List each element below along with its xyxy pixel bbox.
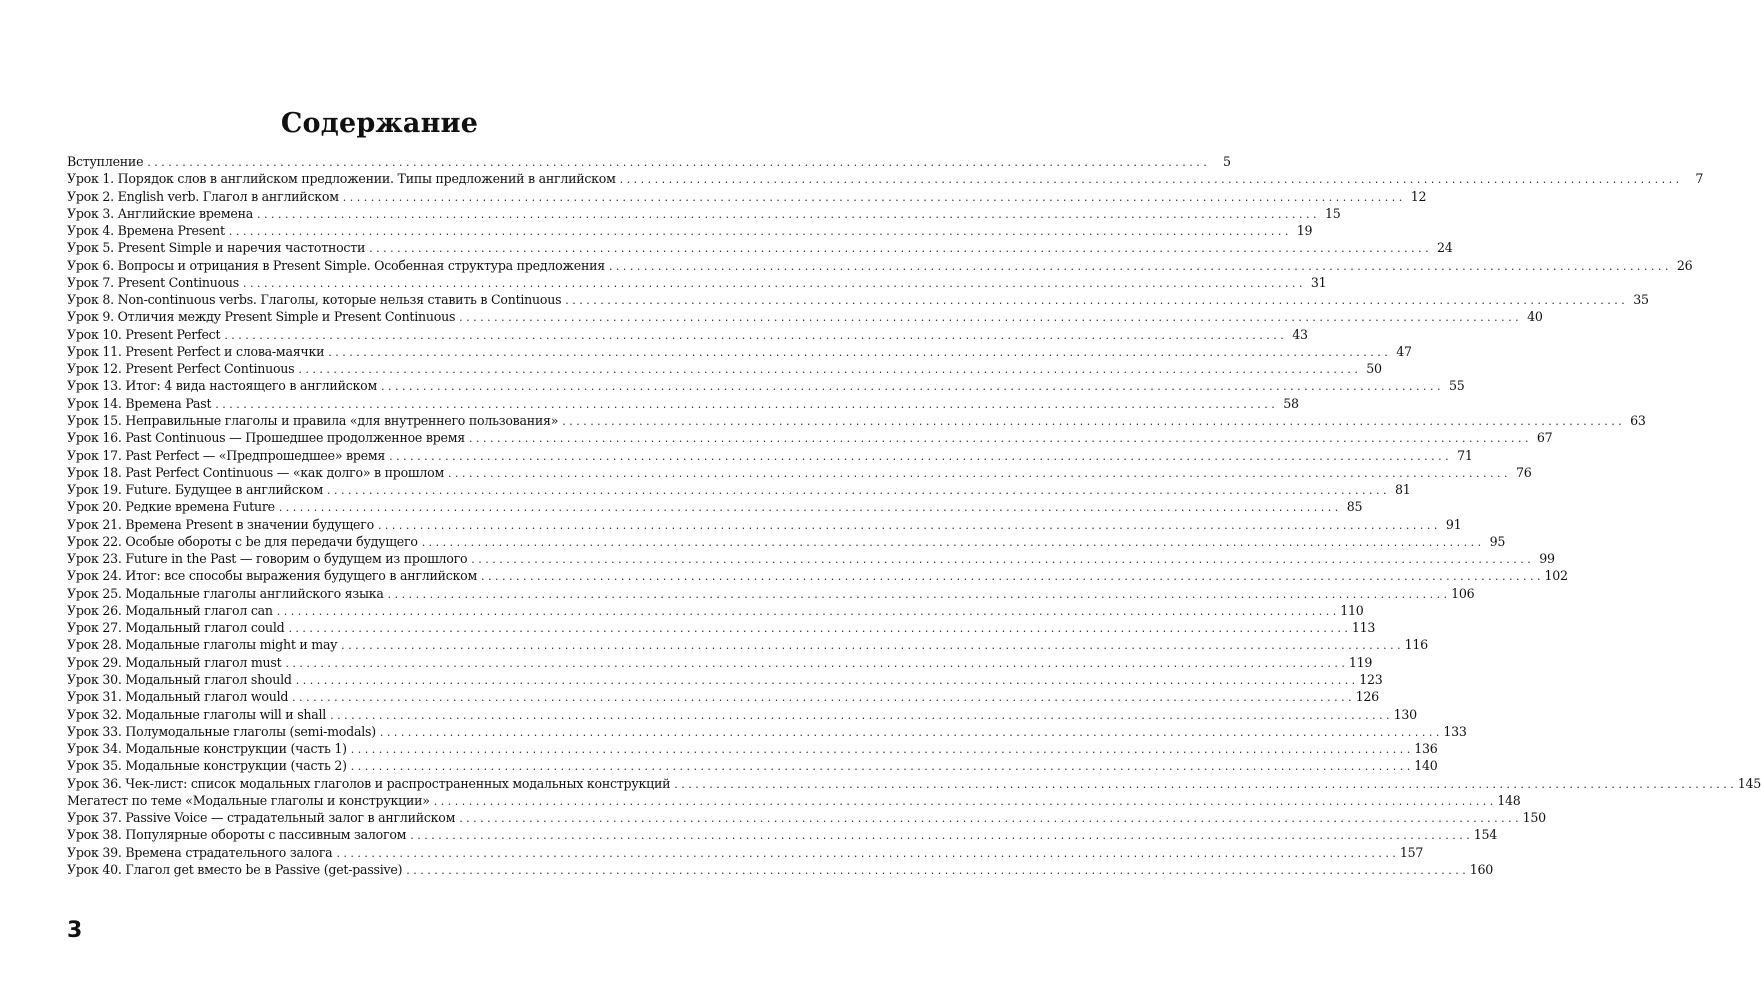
toc-entry[interactable]	[67, 377, 1465, 394]
toc-entry[interactable]	[67, 257, 1693, 274]
toc-entry[interactable]	[67, 757, 1438, 774]
toc-entry[interactable]	[67, 723, 1467, 740]
toc-entry[interactable]	[67, 360, 1382, 377]
dot-leader	[215, 396, 1274, 413]
toc-entry-title: Урок 33. Полумодальные глаголы (semi-modals)	[67, 723, 376, 739]
toc-entry[interactable]	[67, 533, 1506, 550]
toc-entry-title: Урок 4. Времена Present	[67, 223, 225, 239]
dot-leader	[609, 258, 1668, 275]
toc-entry[interactable]	[67, 706, 1417, 723]
toc-entry[interactable]	[67, 170, 1704, 187]
toc-entry-title: Урок 3. Английские времена	[67, 205, 253, 221]
toc-entry[interactable]	[67, 844, 1424, 861]
toc-entry[interactable]	[67, 740, 1438, 757]
toc-entry-title: Урок 2. English verb. Глагол в английском	[67, 188, 339, 204]
toc-entry-page: 110	[1340, 602, 1364, 618]
toc-entry[interactable]	[67, 464, 1532, 481]
dot-leader	[380, 724, 1439, 741]
dot-leader	[147, 154, 1206, 171]
toc-entry-title: Урок 19. Future. Будущее в английском	[67, 482, 324, 498]
toc-entry-title: Урок 40. Глагол get вместо be в Passive (get-passive)	[67, 861, 403, 877]
toc-entry-page: 71	[1457, 447, 1473, 463]
toc-entry[interactable]	[67, 291, 1649, 308]
dot-leader	[341, 637, 1400, 654]
page-number: 3	[67, 918, 83, 943]
dot-leader	[410, 827, 1469, 844]
toc-entry-title: Урок 31. Модальный глагол would	[67, 689, 289, 705]
toc-entry[interactable]	[67, 153, 1231, 170]
toc-entry-page: 91	[1445, 516, 1462, 532]
toc-entry-page: 116	[1404, 637, 1428, 653]
toc-entry[interactable]	[67, 585, 1475, 602]
toc-entry[interactable]	[67, 826, 1497, 843]
toc-entry-title: Урок 12. Present Perfect Continuous	[67, 361, 295, 377]
toc-entry-title: Урок 9. Отличия между Present Simple и Present Continuous	[67, 309, 456, 325]
dot-leader	[343, 189, 1402, 206]
toc-entry[interactable]	[67, 239, 1453, 256]
dot-leader	[279, 499, 1338, 516]
toc-entry-page: 148	[1497, 792, 1521, 808]
toc-entry-page: 85	[1346, 499, 1363, 515]
toc-entry-page: 12	[1410, 188, 1427, 204]
toc-entry-title: Урок 13. Итог: 4 вида настоящего в английском	[67, 378, 378, 394]
dot-leader	[257, 206, 1316, 223]
dot-leader	[298, 361, 1357, 378]
dot-leader	[378, 517, 1437, 534]
dot-leader	[381, 378, 1440, 395]
toc-entry-title: Урок 1. Порядок слов в английском предложении. Типы предложений в английском	[67, 171, 616, 187]
page-title: Содержание	[280, 108, 479, 139]
toc-entry[interactable]	[67, 654, 1373, 671]
dot-leader	[369, 240, 1428, 257]
toc-entry[interactable]	[67, 274, 1327, 291]
toc-entry-page: 55	[1448, 378, 1465, 394]
dot-leader	[292, 689, 1351, 706]
toc-entry-page: 76	[1515, 464, 1532, 480]
dot-leader	[288, 620, 1347, 637]
toc-entry-page: 140	[1414, 758, 1438, 774]
toc-entry[interactable]	[67, 447, 1473, 464]
dot-leader	[351, 741, 1410, 758]
toc-entry[interactable]	[67, 481, 1411, 498]
toc-entry-page: 67	[1536, 430, 1553, 446]
dot-leader	[224, 327, 1283, 344]
dot-leader	[471, 551, 1530, 568]
toc-entry[interactable]	[67, 188, 1427, 205]
toc-entry[interactable]	[67, 429, 1553, 446]
toc-entry[interactable]	[67, 498, 1363, 515]
toc-entry-title: Вступление	[67, 154, 144, 169]
toc-entry-title: Урок 14. Времена Past	[67, 395, 212, 411]
table-of-contents	[67, 153, 1761, 878]
dot-leader	[674, 776, 1733, 793]
toc-entry-page: 15	[1324, 205, 1341, 221]
toc-entry-title: Урок 29. Модальный глагол must	[67, 654, 282, 670]
toc-entry-page: 119	[1348, 654, 1373, 670]
toc-entry-page: 31	[1310, 274, 1327, 290]
toc-entry-page: 145	[1737, 775, 1761, 791]
toc-entry[interactable]	[67, 412, 1646, 429]
toc-entry[interactable]	[67, 516, 1462, 533]
toc-entry-title: Урок 15. Неправильные глаголы и правила «для внутреннего пользования»	[67, 412, 559, 428]
toc-entry-title: Урок 27. Модальный глагол could	[67, 620, 285, 636]
toc-entry-title: Урок 38. Популярные обороты с пассивным залогом	[67, 827, 407, 843]
dot-leader	[243, 275, 1302, 292]
toc-entry-title: Урок 10. Present Perfect	[67, 326, 221, 342]
toc-entry-page: 160	[1469, 861, 1494, 877]
dot-leader	[562, 413, 1621, 430]
toc-entry-title: Урок 7. Present Continuous	[67, 274, 239, 290]
toc-entry-page: 43	[1292, 326, 1308, 342]
toc-entry-title: Урок 5. Present Simple и наречия частотности	[67, 240, 366, 256]
toc-entry[interactable]	[67, 636, 1428, 653]
toc-entry-page: 133	[1443, 723, 1467, 739]
toc-entry-page: 58	[1283, 395, 1299, 411]
dot-leader	[229, 223, 1288, 240]
toc-entry-title: Урок 30. Модальный глагол should	[67, 671, 292, 687]
toc-entry[interactable]	[67, 395, 1299, 412]
toc-entry[interactable]	[67, 861, 1494, 878]
dot-leader	[406, 862, 1465, 879]
toc-entry-page: 35	[1633, 292, 1649, 308]
toc-entry-title: Урок 34. Модальные конструкции (часть 1)	[67, 741, 347, 757]
dot-leader	[434, 793, 1493, 810]
toc-entry-page: 26	[1676, 257, 1693, 273]
dot-leader	[422, 534, 1481, 551]
toc-entry-title: Урок 20. Редкие времена Future	[67, 499, 275, 515]
toc-entry-title: Урок 24. Итог: все способы выражения будущего в английском	[67, 568, 478, 584]
dot-leader	[328, 344, 1387, 361]
dot-leader	[296, 672, 1355, 689]
toc-entry-title: Урок 16. Past Continuous — Прошедшее продолженное время	[67, 430, 465, 446]
toc-entry-title: Урок 39. Времена страдательного залога	[67, 844, 333, 860]
dot-leader	[388, 586, 1447, 603]
toc-entry-page: 102	[1544, 568, 1568, 584]
toc-entry-title: Урок 18. Past Perfect Continuous — «как долго» в прошлом	[67, 464, 445, 480]
toc-entry-page: 47	[1396, 343, 1412, 359]
dot-leader	[336, 845, 1395, 862]
toc-entry-page: 81	[1394, 482, 1411, 498]
toc-entry[interactable]	[67, 567, 1568, 584]
toc-entry-title: Урок 8. Non-continuous verbs. Глаголы, которые нельзя ставить в Continuous	[67, 292, 562, 308]
dot-leader	[448, 465, 1507, 482]
toc-entry-title: Урок 28. Модальные глаголы might и may	[67, 637, 338, 653]
toc-entry-page: 7	[1695, 171, 1704, 187]
dot-leader	[351, 758, 1410, 775]
toc-entry[interactable]	[67, 222, 1313, 239]
toc-entry-page: 99	[1539, 551, 1555, 567]
toc-entry-title: Урок 26. Модальный глагол can	[67, 602, 273, 618]
toc-entry-page: 5	[1222, 154, 1231, 169]
toc-entry-page: 157	[1399, 844, 1424, 860]
toc-entry-title: Урок 17. Past Perfect — «Предпрошедшее» время	[67, 447, 386, 463]
dot-leader	[277, 603, 1336, 620]
dot-leader	[459, 309, 1518, 326]
toc-entry[interactable]	[67, 343, 1412, 360]
toc-entry-page: 126	[1355, 689, 1379, 705]
toc-entry-title: Урок 23. Future in the Past — говорим о будущем из прошлого	[67, 551, 468, 567]
toc-entry-page: 136	[1414, 741, 1438, 757]
dot-leader	[620, 171, 1679, 188]
dot-leader	[481, 568, 1540, 585]
toc-entry-page: 19	[1296, 223, 1313, 239]
toc-entry[interactable]	[67, 688, 1379, 705]
toc-entry-title: Урок 32. Модальные глаголы will и shall	[67, 706, 327, 722]
toc-entry[interactable]	[67, 619, 1376, 636]
toc-entry[interactable]	[67, 308, 1543, 325]
toc-entry-title: Урок 11. Present Perfect и слова-маячки	[67, 343, 325, 359]
toc-entry[interactable]	[67, 775, 1761, 792]
dot-leader	[327, 482, 1386, 499]
toc-entry-page: 50	[1366, 361, 1382, 377]
toc-entry-title: Мегатест по теме «Модальные глаголы и конструкции»	[67, 792, 430, 808]
toc-entry-page: 150	[1522, 810, 1546, 826]
toc-entry[interactable]	[67, 550, 1555, 567]
toc-entry-page: 24	[1437, 240, 1453, 256]
toc-entry-title: Урок 37. Passive Voice — страдательный залог в английском	[67, 810, 456, 826]
dot-leader	[459, 810, 1518, 827]
toc-entry[interactable]	[67, 205, 1341, 222]
toc-entry-page: 123	[1359, 671, 1383, 687]
toc-entry-page: 106	[1451, 585, 1475, 601]
toc-entry-title: Урок 21. Времена Present в значении будущего	[67, 516, 374, 532]
toc-entry-page: 40	[1527, 309, 1543, 325]
toc-entry[interactable]	[67, 602, 1364, 619]
dot-leader	[389, 448, 1448, 465]
dot-leader	[330, 707, 1389, 724]
toc-entry-page: 130	[1393, 706, 1417, 722]
toc-entry-page: 95	[1489, 533, 1506, 549]
toc-entry-title: Урок 36. Чек-лист: список модальных глаголов и распространенных модальных конструкций	[67, 775, 671, 791]
dot-leader	[565, 292, 1624, 309]
toc-entry-page: 154	[1473, 827, 1497, 843]
toc-entry-page: 113	[1351, 620, 1376, 636]
toc-entry[interactable]	[67, 792, 1521, 809]
toc-entry[interactable]	[67, 671, 1383, 688]
toc-entry-title: Урок 35. Модальные конструкции (часть 2)	[67, 758, 347, 774]
toc-entry-title: Урок 6. Вопросы и отрицания в Present Simple. Особенная структура предложения	[67, 257, 605, 273]
toc-entry-title: Урок 25. Модальные глаголы английского языка	[67, 585, 384, 601]
toc-entry[interactable]	[67, 326, 1308, 343]
toc-entry[interactable]	[67, 809, 1546, 826]
dot-leader	[285, 655, 1344, 672]
toc-entry-page: 63	[1630, 412, 1646, 428]
dot-leader	[469, 430, 1528, 447]
toc-entry-title: Урок 22. Особые обороты с be для передачи будущего	[67, 533, 418, 549]
